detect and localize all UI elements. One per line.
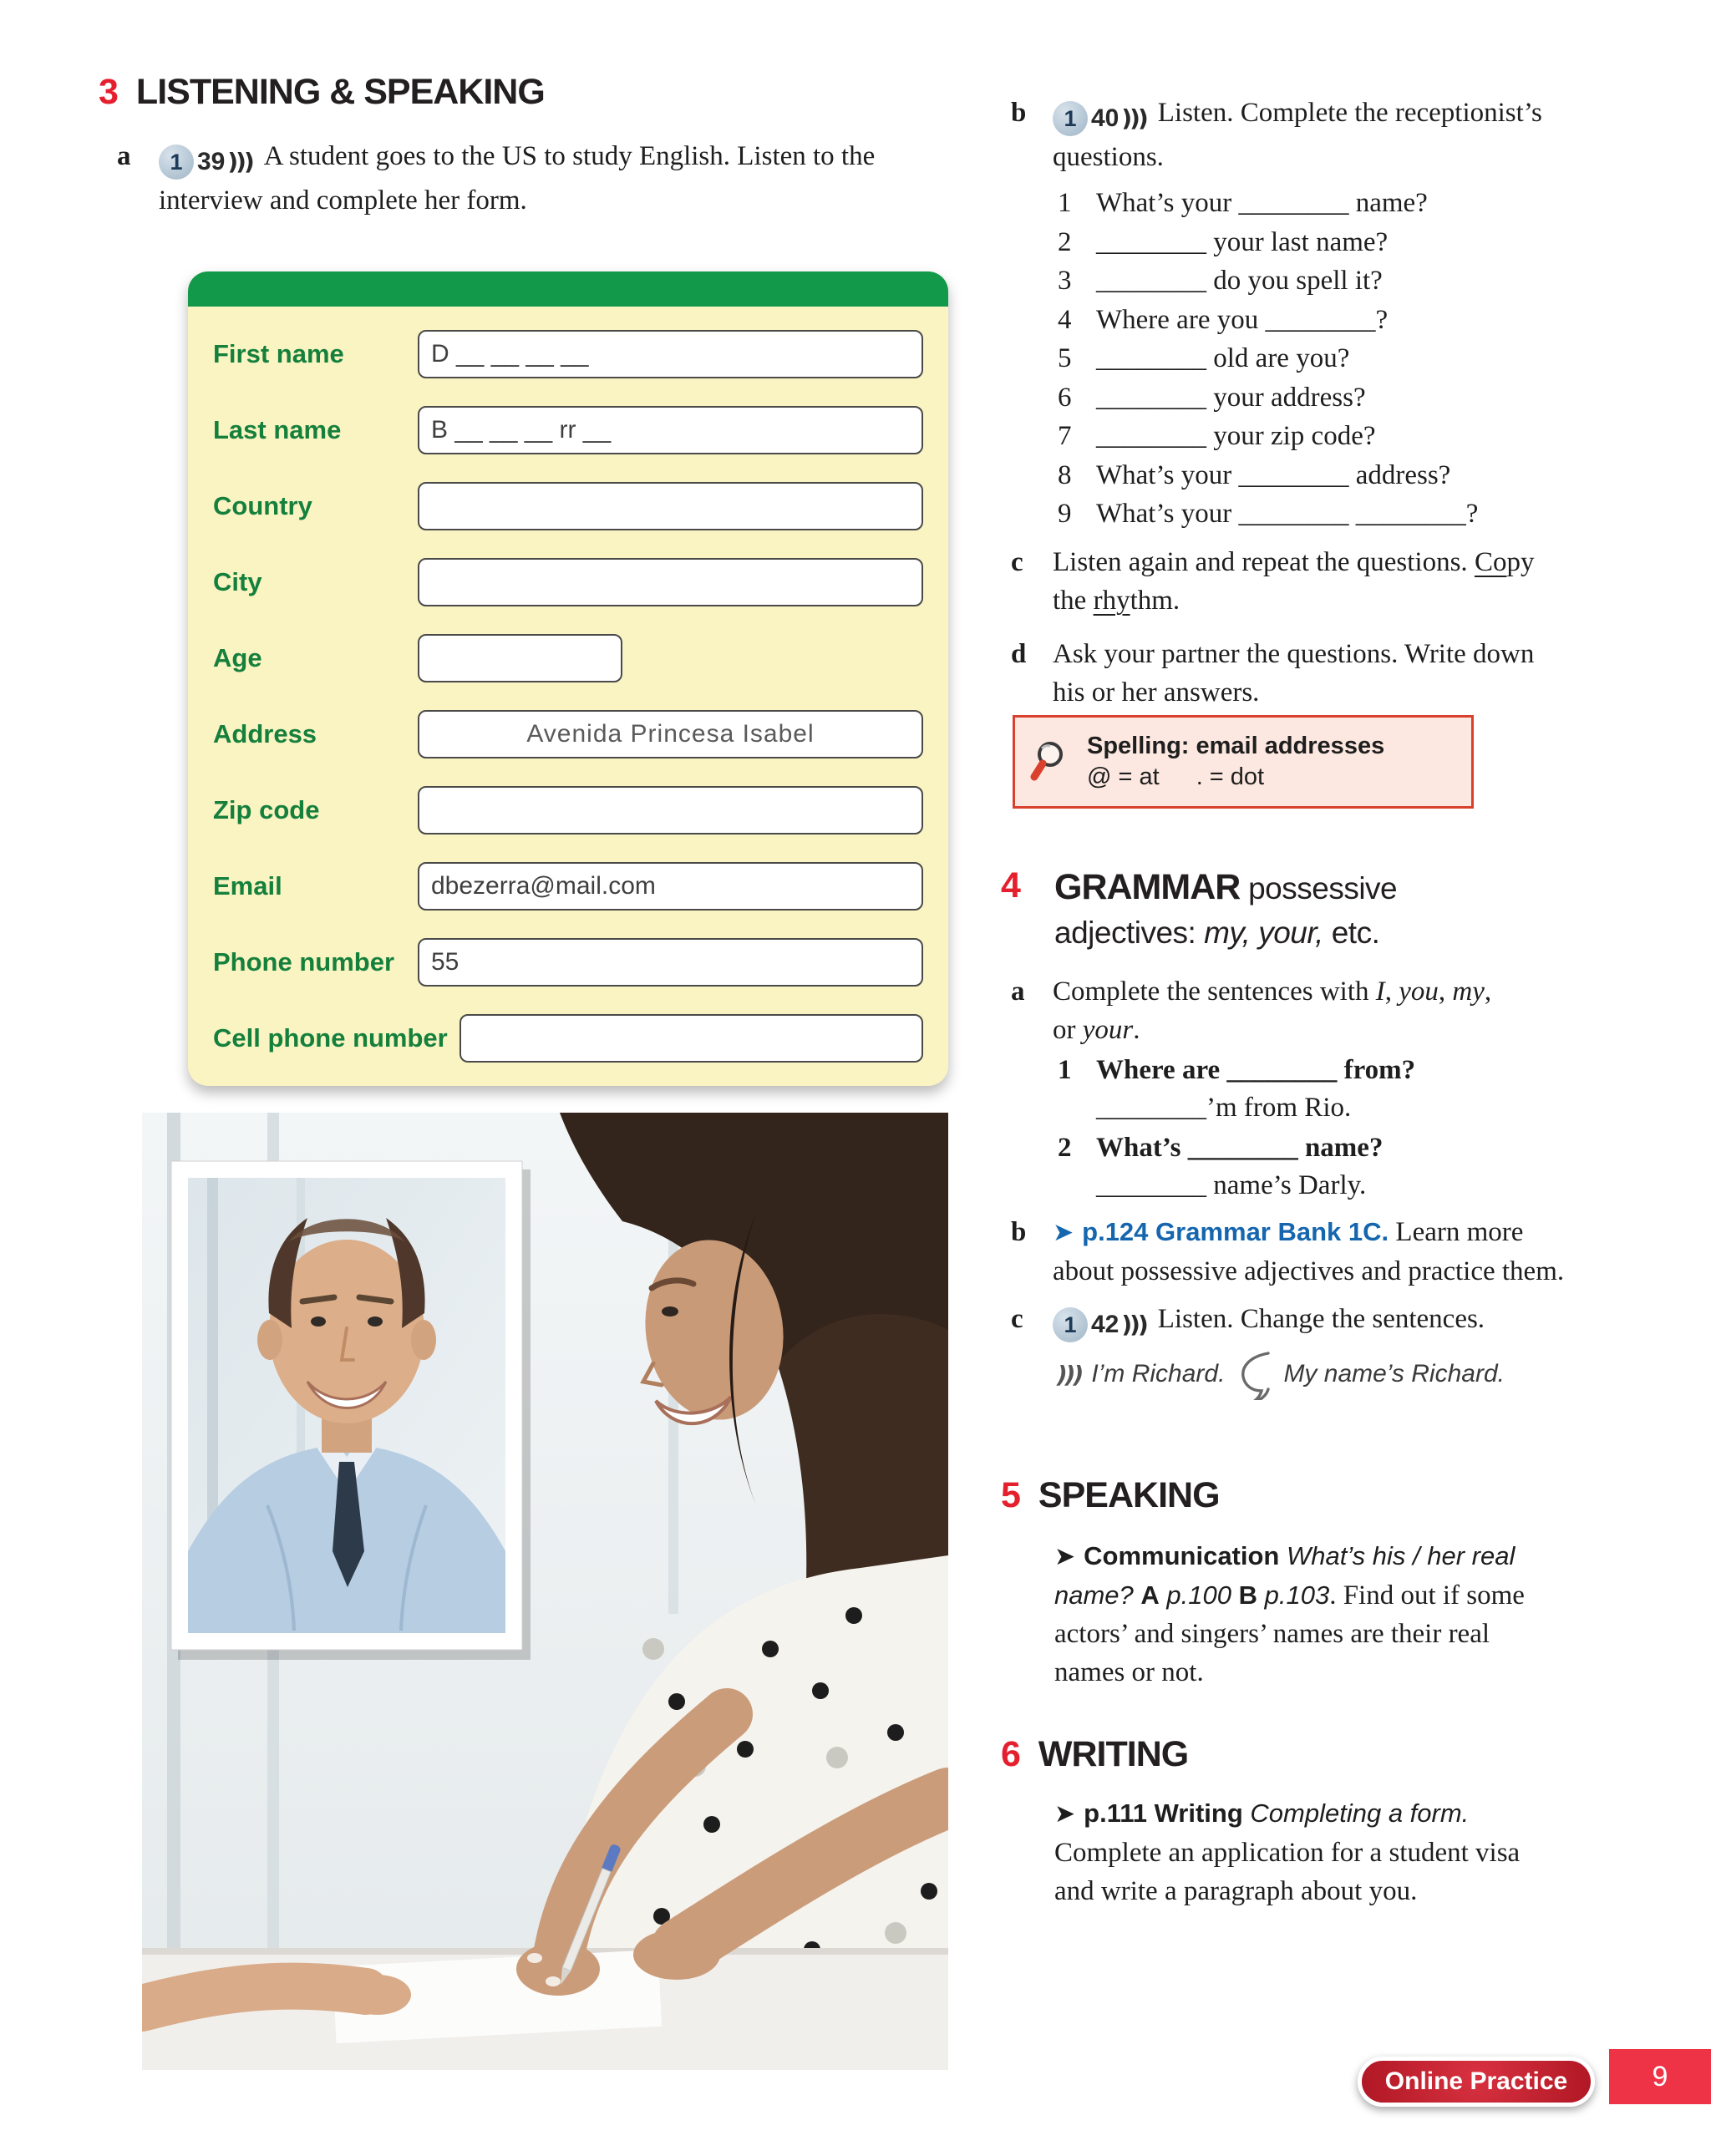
exercise-3b-text	[1053, 94, 1542, 176]
question-text: What’s your ________ address?	[1096, 459, 1451, 490]
section6-title: WRITING	[1038, 1734, 1189, 1774]
question-number: 9	[1058, 499, 1072, 529]
instruction-line: the	[1053, 586, 1094, 616]
item-number: 1	[1058, 1055, 1072, 1085]
pronoun-italic: I	[1375, 977, 1385, 1007]
first-name-input[interactable]: D __ __ __ __	[418, 330, 923, 378]
form-header-bar	[188, 271, 948, 307]
age-input[interactable]	[418, 634, 622, 682]
magnifier-icon	[1030, 739, 1074, 784]
page-number: 9	[1609, 2049, 1711, 2104]
grammar-item	[1058, 1051, 1415, 1127]
pronoun-italic: my	[1452, 977, 1485, 1007]
field-label: City	[213, 567, 262, 596]
instruction-line: and write a paragraph about you.	[1054, 1876, 1418, 1906]
question-number: 8	[1058, 459, 1072, 490]
cell-phone-number-input[interactable]	[459, 1014, 923, 1063]
field-label: Phone number	[213, 947, 395, 977]
question-item	[1058, 301, 1478, 340]
section4-title: GRAMMAR	[1054, 867, 1241, 907]
sound-waves-icon: )))	[1121, 104, 1146, 132]
photo-scene	[142, 1113, 948, 2070]
registration-form	[188, 271, 948, 1086]
instruction-line: actors’ and singers’ names are their real	[1054, 1619, 1490, 1649]
exercise-letter: d	[1011, 639, 1027, 669]
role-b-label: B	[1238, 1580, 1257, 1610]
last-name-input[interactable]: B __ __ __ rr __	[418, 406, 923, 454]
form-row-cell-phone-number	[213, 1014, 923, 1063]
item-number: 2	[1058, 1133, 1072, 1163]
form-row-age	[213, 634, 923, 682]
speech-bubble-icon	[1235, 1348, 1273, 1400]
section5-header	[1001, 1475, 1220, 1516]
exercise-3d-text	[1053, 635, 1534, 712]
question-number: 1	[1058, 188, 1072, 218]
section4-subtitle-italic: my, your,	[1204, 916, 1323, 950]
exercise-letter: c	[1011, 1304, 1023, 1334]
audio-disc-number: 1	[1053, 101, 1088, 136]
field-label: First name	[213, 339, 344, 368]
cross-ref-arrow-icon: ➤	[1054, 1542, 1076, 1571]
address-input[interactable]: Avenida Princesa Isabel	[418, 710, 923, 758]
exercise-letter: b	[1011, 1217, 1027, 1247]
stressed-syllable: rhy	[1093, 586, 1130, 616]
spelling-tip-text	[1087, 731, 1384, 793]
form-row-phone-number	[213, 938, 923, 987]
audio-icon[interactable]	[1053, 99, 1146, 138]
instruction-line: Learn more	[1389, 1217, 1524, 1247]
writing-ref-title: Completing a form.	[1242, 1798, 1470, 1828]
question-text: ________ do you spell it?	[1096, 266, 1383, 296]
field-label: Country	[213, 491, 312, 520]
photo-illustration	[142, 1113, 948, 2070]
country-input[interactable]	[418, 482, 923, 530]
online-practice-badge[interactable]: Online Practice	[1358, 2057, 1595, 2107]
page-ref: p.103	[1257, 1580, 1330, 1610]
form-row-country	[213, 482, 923, 530]
audio-disc-number: 1	[1053, 1307, 1088, 1342]
field-label: Age	[213, 643, 262, 672]
instruction-line: his or her answers.	[1053, 677, 1260, 708]
audio-icon[interactable]	[1053, 1306, 1146, 1344]
instruction-line: Complete the sentences with	[1053, 977, 1376, 1007]
spelling-tip-title: Spelling: email addresses	[1087, 733, 1385, 759]
question-text: What’s your ________ name?	[1096, 188, 1428, 218]
question-number: 2	[1058, 226, 1072, 257]
exercise-3d	[1011, 635, 1612, 712]
sound-waves-icon: )))	[227, 148, 252, 175]
separator: .	[1133, 1015, 1140, 1045]
question-item	[1058, 261, 1478, 301]
section6-body	[1054, 1794, 1622, 1910]
sound-waves-icon: )))	[1121, 1311, 1146, 1338]
instruction-line: questions.	[1053, 142, 1164, 172]
question-item	[1058, 417, 1478, 456]
exercise-letter: a	[117, 141, 131, 171]
instruction-line: names or not.	[1054, 1657, 1204, 1687]
exercise-3a	[117, 137, 936, 220]
form-row-last-name	[213, 406, 923, 454]
audio-disc-number: 1	[159, 145, 194, 180]
instruction-line: thm.	[1130, 586, 1180, 616]
city-input[interactable]	[418, 558, 923, 606]
section6-header	[1001, 1734, 1188, 1775]
cross-ref-arrow-icon: ➤	[1054, 1799, 1076, 1829]
item-answer: ________ name’s Darly.	[1096, 1170, 1367, 1200]
section4-subtitle: adjectives:	[1054, 916, 1205, 950]
role-a-label: A	[1140, 1580, 1160, 1610]
field-label: Cell phone number	[213, 1023, 448, 1053]
grammar-items	[1058, 1051, 1415, 1206]
question-text: ________ old are you?	[1096, 343, 1350, 373]
exercise-4c-text	[1053, 1300, 1485, 1344]
exercise-4a	[1011, 972, 1554, 1049]
form-row-zip-code	[213, 786, 923, 834]
pronoun-italic: you	[1399, 977, 1439, 1007]
form-row-city	[213, 558, 923, 606]
field-label: Address	[213, 719, 317, 748]
section5-number: 5	[1001, 1475, 1020, 1515]
section4-subtitle: etc.	[1323, 916, 1380, 950]
instruction-line: or	[1053, 1015, 1083, 1045]
section5-body	[1054, 1537, 1606, 1692]
question-item	[1058, 456, 1478, 495]
section4-number: 4	[1001, 865, 1021, 906]
exercise-4b-text	[1053, 1213, 1564, 1291]
instruction-line: Listen again and repeat the questions.	[1053, 547, 1475, 577]
receptionist-questions-list	[1058, 184, 1478, 534]
exercise-3c-text	[1053, 543, 1534, 620]
question-text: What’s your ________ ________?	[1096, 499, 1479, 529]
example-source: I’m Richard.	[1091, 1360, 1226, 1387]
section4-title-wrap	[1054, 865, 1397, 955]
field-label: Last name	[213, 415, 342, 444]
question-text: ________ your address?	[1096, 382, 1366, 413]
instruction-line: py	[1506, 547, 1535, 577]
question-number: 7	[1058, 421, 1072, 451]
zip-code-input[interactable]	[418, 786, 923, 834]
communication-title: name?	[1054, 1580, 1141, 1610]
grammar-item	[1058, 1129, 1415, 1205]
exercise-4b	[1011, 1213, 1604, 1291]
section5-title: SPEAKING	[1038, 1475, 1220, 1515]
exercise-4a-text	[1053, 972, 1491, 1049]
stressed-syllable: Co	[1474, 547, 1507, 577]
instruction-line: interview and complete her form.	[159, 185, 527, 216]
instruction-line: Listen. Change the sentences.	[1157, 1304, 1485, 1334]
example-line	[1054, 1348, 1505, 1400]
audio-track-number: 39	[197, 148, 226, 175]
item-question: Where are ________ from?	[1096, 1055, 1416, 1085]
exercise-letter: b	[1011, 98, 1027, 128]
sound-waves-icon: )))	[1057, 1360, 1082, 1388]
instruction-line: A student goes to the US to study English. Listen to the	[263, 141, 876, 171]
communication-title: What’s his / her real	[1279, 1541, 1516, 1570]
separator: ,	[1384, 977, 1399, 1007]
exercise-4c	[1011, 1300, 1604, 1344]
exercise-3a-text	[159, 137, 875, 220]
pronoun-italic: your	[1082, 1015, 1134, 1045]
field-label: Email	[213, 871, 282, 900]
audio-track-number: 42	[1091, 1311, 1120, 1338]
audio-track-number: 40	[1091, 104, 1120, 132]
writing-ref-link[interactable]: p.111 Writing	[1084, 1798, 1243, 1828]
exercise-3c	[1011, 543, 1612, 620]
exercise-letter: c	[1011, 547, 1023, 577]
exercise-letter: a	[1011, 977, 1025, 1007]
question-text: ________ your last name?	[1096, 226, 1389, 257]
section4-header	[1001, 865, 1544, 955]
item-question: What’s ________ name?	[1096, 1133, 1384, 1163]
question-number: 5	[1058, 343, 1072, 373]
question-number: 4	[1058, 304, 1072, 335]
section3-header	[99, 72, 545, 113]
grammar-bank-link[interactable]: p.124 Grammar Bank 1C.	[1082, 1217, 1389, 1246]
section3-title: LISTENING & SPEAKING	[135, 72, 545, 112]
spelling-rule-at: @ = at	[1087, 763, 1160, 790]
question-number: 3	[1058, 266, 1072, 296]
instruction-line: Ask your partner the questions. Write down	[1053, 639, 1535, 669]
instruction-line: Listen. Complete the receptionist’s	[1157, 98, 1542, 128]
question-item	[1058, 223, 1478, 262]
page-ref: p.100	[1159, 1580, 1239, 1610]
spelling-rule-dot: . = dot	[1196, 763, 1265, 790]
question-item	[1058, 378, 1478, 418]
item-answer: ________’m from Rio.	[1096, 1093, 1352, 1123]
audio-icon[interactable]	[159, 143, 252, 181]
exercise-3b	[1011, 94, 1621, 176]
inset-photo-man	[171, 1161, 531, 1660]
separator: ,	[1438, 977, 1453, 1007]
question-item	[1058, 339, 1478, 378]
email-input[interactable]: dbezerra@mail.com	[418, 862, 923, 911]
section6-number: 6	[1001, 1734, 1020, 1774]
phone-number-input[interactable]: 55	[418, 938, 923, 987]
question-text: ________ your zip code?	[1096, 421, 1376, 451]
instruction-line: Complete an application for a student visa	[1054, 1838, 1521, 1868]
example-target: My name’s Richard.	[1283, 1360, 1505, 1387]
field-label: Zip code	[213, 795, 320, 824]
separator: ,	[1484, 977, 1492, 1007]
question-number: 6	[1058, 382, 1072, 413]
section4-subtitle: possessive	[1240, 871, 1398, 906]
spelling-tip-box	[1013, 715, 1474, 809]
instruction-line: . Find out if some	[1329, 1580, 1525, 1611]
form-row-first-name	[213, 330, 923, 378]
section3-number: 3	[99, 72, 118, 112]
question-text: Where are you ________?	[1096, 304, 1389, 335]
question-item	[1058, 184, 1478, 223]
communication-label[interactable]: Communication	[1084, 1541, 1280, 1570]
spelling-rules	[1087, 762, 1384, 793]
cross-ref-arrow-icon: ➤	[1053, 1218, 1074, 1247]
form-row-address	[213, 710, 923, 758]
form-row-email	[213, 862, 923, 911]
question-item	[1058, 495, 1478, 534]
instruction-line: about possessive adjectives and practice them.	[1053, 1256, 1565, 1286]
